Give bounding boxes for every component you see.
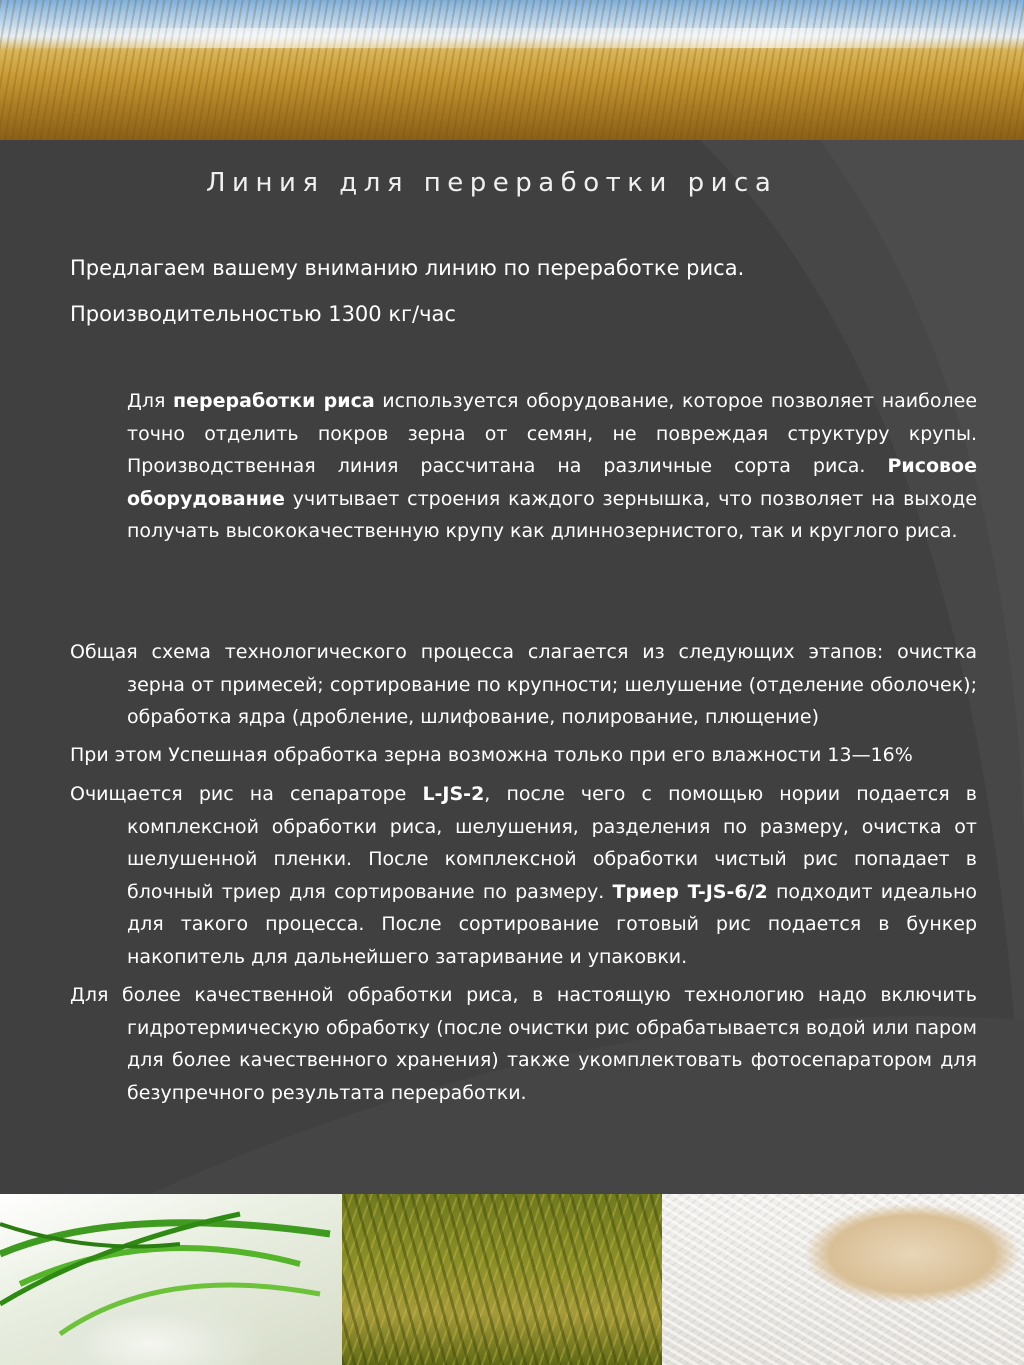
rice-field-photo: [342, 1194, 662, 1365]
sprouts-leaves: [0, 1194, 342, 1365]
white-rice-photo: [662, 1194, 1024, 1365]
photo-strip: [0, 1194, 1024, 1365]
term-rice-equipment: Рисовое оборудование: [127, 455, 977, 510]
hydrothermal-paragraph: Для более качественной обработки риса, в настоящую технологию надо включить гидротермическую обработку (после очистки рис обрабатывается водой или паром для более качественного хранения) также укомплектовать фотосепаратором для безупречного результата переработки.: [70, 984, 977, 1104]
humidity-paragraph: При этом Успешная обработка зерна возможна только при его влажности 13—16%: [70, 744, 913, 766]
sky-cloud-streak: [0, 28, 1024, 48]
page-title: Линия для переработки риса: [206, 168, 778, 198]
lead-line-capacity: Производительностью 1300 кг/час: [70, 302, 456, 326]
wheat-field-banner: [0, 0, 1024, 140]
term-separator-model: L-JS-2: [422, 783, 485, 805]
term-trier-model: Триер T-JS-6/2: [612, 880, 768, 903]
lead-line-offer: Предлагаем вашему вниманию линию по переработке риса.: [70, 256, 745, 280]
process-scheme-paragraph: Общая схема технологического процесса слагается из следующих этапов: очистка зерна от примесей; сортирование по крупности; шелушение (отделение оболочек); обработка ядра (дробление, шлифование, полирование, плющение): [70, 641, 977, 728]
rice-sprouts-photo: [0, 1194, 342, 1365]
term-rice-processing: переработки риса: [173, 390, 375, 412]
intro-paragraph: Для переработки риса используется оборудование, которое позволяет наиболее точно отделить покров зерна от семян, не повреждая структуру крупы. Производственная линия рассчитана на различные сорта риса. Рисовое оборудование учитывает строения каждого зернышка, что позволяет на выходе получать высококачественную крупу как длиннозернистого, так и круглого риса.: [127, 390, 978, 542]
cleaning-paragraph: Очищается рис на сепараторе L-JS-2, после чего с помощью нории подается в комплексной обработки риса, шелушения, разделения по размеру, очистка от шелушенной пленки. После комплексной обработки чистый рис попадает в блочный триер для сортирование по размеру. Триер T-JS-6/2 подходит идеально для такого процесса. После сортирование готовый рис подается в бункер накопитель для дальнейшего затаривание и упаковки.: [70, 783, 977, 968]
